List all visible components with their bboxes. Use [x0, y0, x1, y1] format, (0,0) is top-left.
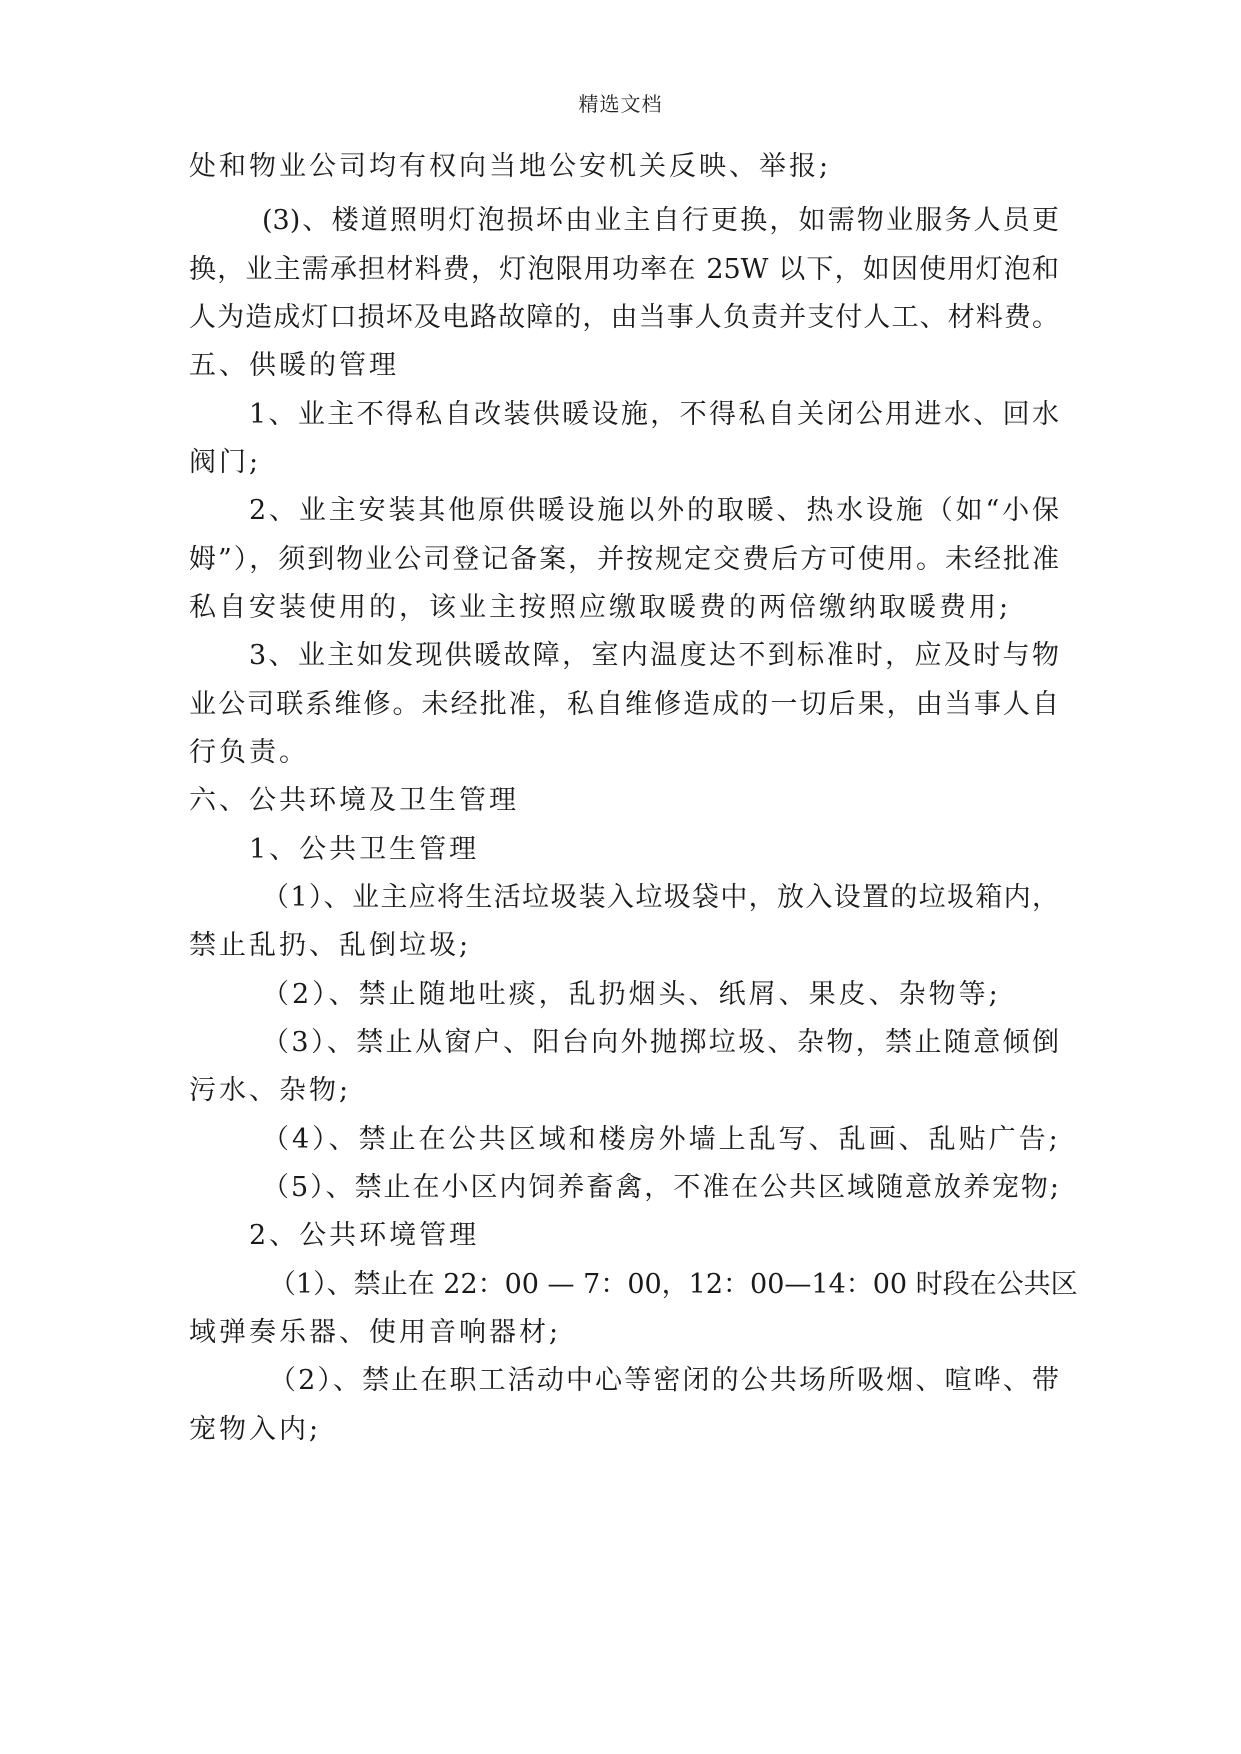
text-line: 禁止乱扔、乱倒垃圾;	[189, 930, 472, 961]
text-line: 处和物业公司均有权向当地公安机关反映、举报;	[189, 151, 832, 182]
text-line: 1、业主不得私自改装供暖设施，不得私自关闭公用进水、回水	[249, 399, 1059, 430]
text-line: (3)、楼道照明灯泡损坏由业主自行更换，如需物业服务人员更	[262, 205, 1059, 236]
text-line: （2）、禁止随地吐痰，乱扔烟头、纸屑、果皮、杂物等;	[262, 979, 1001, 1010]
text-line: 3、业主如发现供暖故障，室内温度达不到标准时，应及时与物	[249, 640, 1059, 671]
text-line: （4）、禁止在公共区域和楼房外墙上乱写、乱画、乱贴广告;	[262, 1124, 1061, 1155]
text-line: 域弹奏乐器、使用音响器材;	[189, 1317, 562, 1348]
text-line: （2）、禁止在职工活动中心等密闭的公共场所吸烟、喧哗、带	[269, 1365, 1059, 1396]
text-line: （1）、业主应将生活垃圾装入垃圾袋中，放入设置的垃圾箱内，	[262, 882, 1059, 913]
section-heading: 五、供暖的管理	[189, 350, 399, 381]
page-header: 精选文档	[578, 92, 663, 116]
text-line: 业公司联系维修。未经批准，私自维修造成的一切后果，由当事人自	[189, 689, 1059, 720]
text-line: 换，业主需承担材料费，灯泡限用功率在 25W 以下，如因使用灯泡和	[189, 254, 1059, 285]
subsection-heading: 1、公共卫生管理	[249, 834, 480, 865]
text-line: 阀门;	[189, 447, 262, 478]
text-line: 私自安装使用的，该业主按照应缴取暖费的两倍缴纳取暖费用;	[189, 592, 1012, 623]
text-line: 宠物入内;	[189, 1414, 322, 1445]
text-line: 2、业主安装其他原供暖设施以外的取暖、热水设施（如“小保	[249, 495, 1059, 526]
section-heading: 六、公共环境及卫生管理	[189, 785, 519, 816]
text-line: 行负责。	[189, 737, 309, 768]
text-line: （3）、禁止从窗户、阳台向外抛掷垃圾、杂物，禁止随意倾倒	[262, 1027, 1059, 1058]
subsection-heading: 2、公共环境管理	[249, 1220, 480, 1251]
text-line: （5）、禁止在小区内饲养畜禽，不准在公共区域随意放养宠物;	[262, 1172, 1059, 1203]
text-line: （1）、禁止在 22：00 — 7：00，12：00—14：00 时段在公共区	[269, 1269, 1078, 1300]
text-line: 污水、杂物;	[189, 1075, 352, 1106]
text-line: 人为造成灯口损坏及电路故障的，由当事人负责并支付人工、材料费。	[189, 302, 1059, 333]
text-line: 姆”），须到物业公司登记备案，并按规定交费后方可使用。未经批准	[189, 544, 1059, 575]
